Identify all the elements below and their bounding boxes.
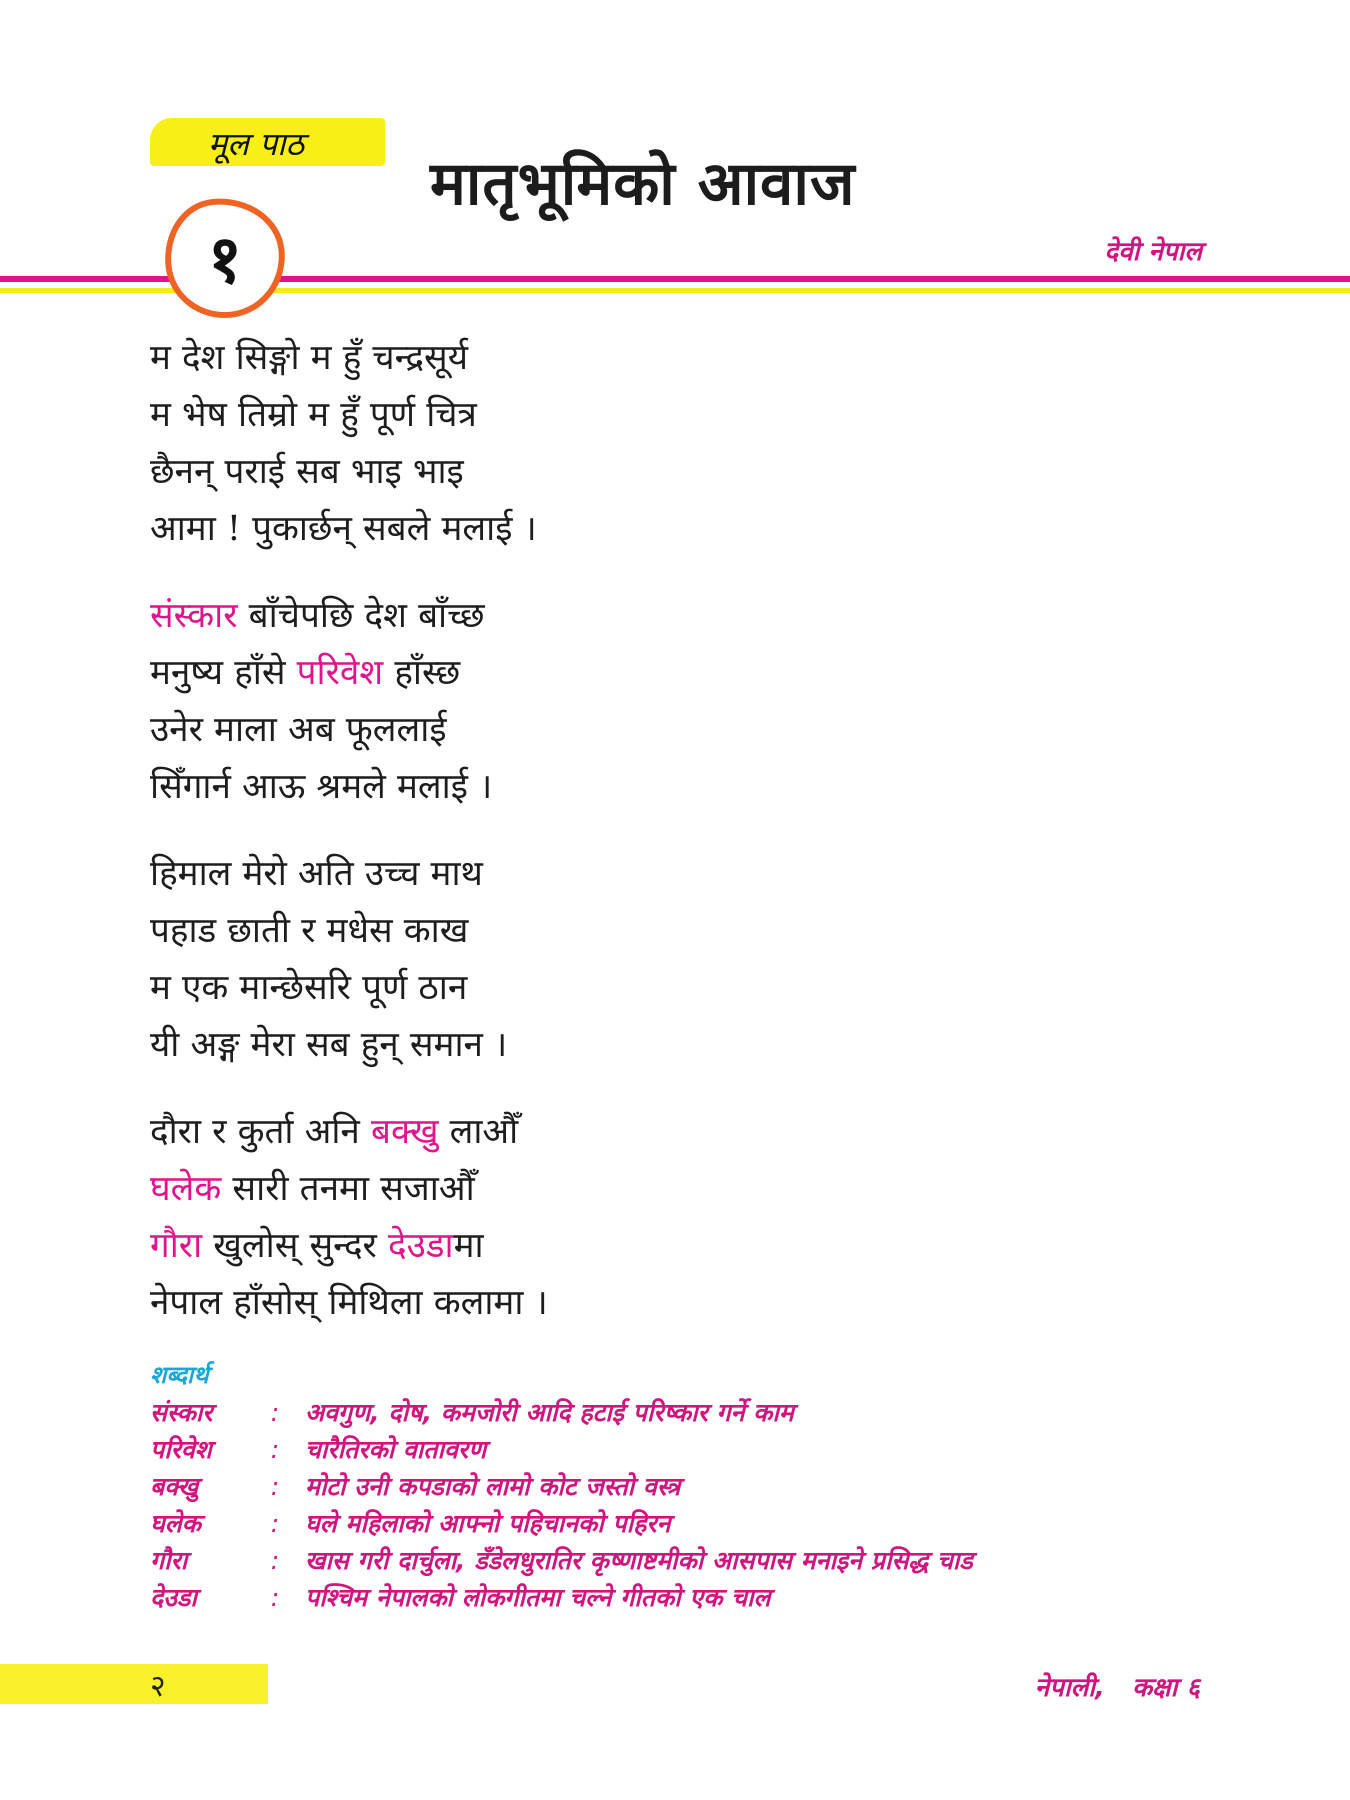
glossary-colon: : [270, 1472, 280, 1501]
poem-line: पहाड छाती र मधेस काख [150, 911, 469, 951]
section-label: मूल पाठ [208, 125, 305, 163]
author-name: देवी नेपाल [1104, 237, 1202, 267]
glossary-entry [150, 1469, 973, 1506]
lesson-number: १ [207, 221, 243, 299]
lesson-number-badge [159, 192, 291, 324]
lesson-title: मातृभूमिको आवाज [430, 149, 856, 219]
stanza-1 [150, 330, 548, 558]
poem-line: सिँगार्न आऊ श्रमले मलाई । [150, 767, 493, 807]
glossary-colon: : [270, 1509, 280, 1538]
section-label-tab [150, 118, 385, 166]
stanza-3 [150, 846, 548, 1074]
glossary-word: घलेक [150, 1509, 201, 1538]
poem-line [150, 1218, 548, 1275]
glossary-title: शब्दार्थ [150, 1361, 209, 1389]
glossary-meaning: पश्चिम नेपालको लोकगीतमा चल्ने गीतको एक चाल [305, 1583, 771, 1612]
highlighted-word: गौरा [150, 1226, 203, 1266]
poem [150, 330, 548, 1362]
glossary-entry [150, 1432, 973, 1469]
footer-page-bar [0, 1664, 268, 1704]
glossary [150, 1358, 973, 1617]
line-text: खुलोस् सुन्दर [202, 1226, 388, 1266]
poem-line: म भेष तिम्रो म हुँ पूर्ण चित्र [150, 395, 477, 435]
poem-line: म देश सिङ्गो म हुँ चन्द्रसूर्य [150, 338, 468, 378]
line-text: लाऔँ [438, 1112, 519, 1152]
glossary-word: गौरा [150, 1546, 188, 1575]
poem-line [150, 588, 548, 645]
poem-line [150, 645, 548, 702]
poem-line: म एक मान्छेसरि पूर्ण ठान [150, 968, 468, 1008]
line-text: दौरा र कुर्ता अनि [150, 1112, 371, 1152]
page-number: २ [150, 1669, 166, 1704]
line-text: सारी तनमा सजाऔँ [221, 1169, 475, 1209]
glossary-entry [150, 1580, 973, 1617]
glossary-entry [150, 1506, 973, 1543]
glossary-entry [150, 1543, 973, 1580]
highlighted-word: देउडा [388, 1226, 454, 1266]
poem-line: नेपाल हाँसोस् मिथिला कलामा । [150, 1283, 548, 1323]
glossary-meaning: चारैतिरको वातावरण [305, 1435, 487, 1464]
glossary-meaning: खास गरी दार्चुला, डँडेलधुरातिर कृष्णाष्टमीको आसपास मनाइने प्रसिद्ध चाड [305, 1546, 973, 1575]
glossary-word: बक्खु [150, 1472, 199, 1501]
poem-line [150, 1104, 548, 1161]
stanza-2 [150, 588, 548, 816]
highlighted-word: बक्खु [370, 1112, 439, 1152]
glossary-colon: : [270, 1583, 280, 1612]
glossary-meaning: मोटो उनी कपडाको लामो कोट जस्तो वस्त्र [305, 1472, 681, 1501]
glossary-colon: : [270, 1398, 280, 1427]
line-text: मनुष्य हाँसे [150, 653, 297, 693]
poem-line: छैनन् पराई सब भाइ भाइ [150, 452, 464, 492]
glossary-entry [150, 1395, 973, 1432]
highlighted-word: संस्कार [150, 596, 238, 636]
glossary-colon: : [270, 1546, 280, 1575]
highlighted-word: परिवेश [296, 653, 384, 693]
line-text: हाँस्छ [383, 653, 461, 693]
poem-line [150, 1161, 548, 1218]
book-title: नेपाली, कक्षा ६ [1034, 1673, 1200, 1703]
glossary-colon: : [270, 1435, 280, 1464]
poem-line: आमा ! पुकार्छन् सबले मलाई । [150, 509, 537, 549]
glossary-word: देउडा [150, 1583, 197, 1612]
line-text: मा [453, 1226, 484, 1266]
glossary-word: संस्कार [150, 1398, 213, 1427]
line-text: बाँचेपछि देश बाँच्छ [237, 596, 485, 636]
glossary-meaning: अवगुण, दोष, कमजोरी आदि हटाई परिष्कार गर्ने काम [305, 1398, 794, 1427]
glossary-meaning: घले महिलाको आफ्नो पहिचानको पहिरन [305, 1509, 671, 1538]
poem-line: यी अङ्ग मेरा सब हुन् समान । [150, 1025, 508, 1065]
poem-line: उनेर माला अब फूललाई [150, 710, 447, 750]
highlighted-word: घलेक [150, 1169, 222, 1209]
poem-line: हिमाल मेरो अति उच्च माथ [150, 854, 483, 894]
glossary-word: परिवेश [150, 1435, 212, 1464]
stanza-4 [150, 1104, 548, 1332]
